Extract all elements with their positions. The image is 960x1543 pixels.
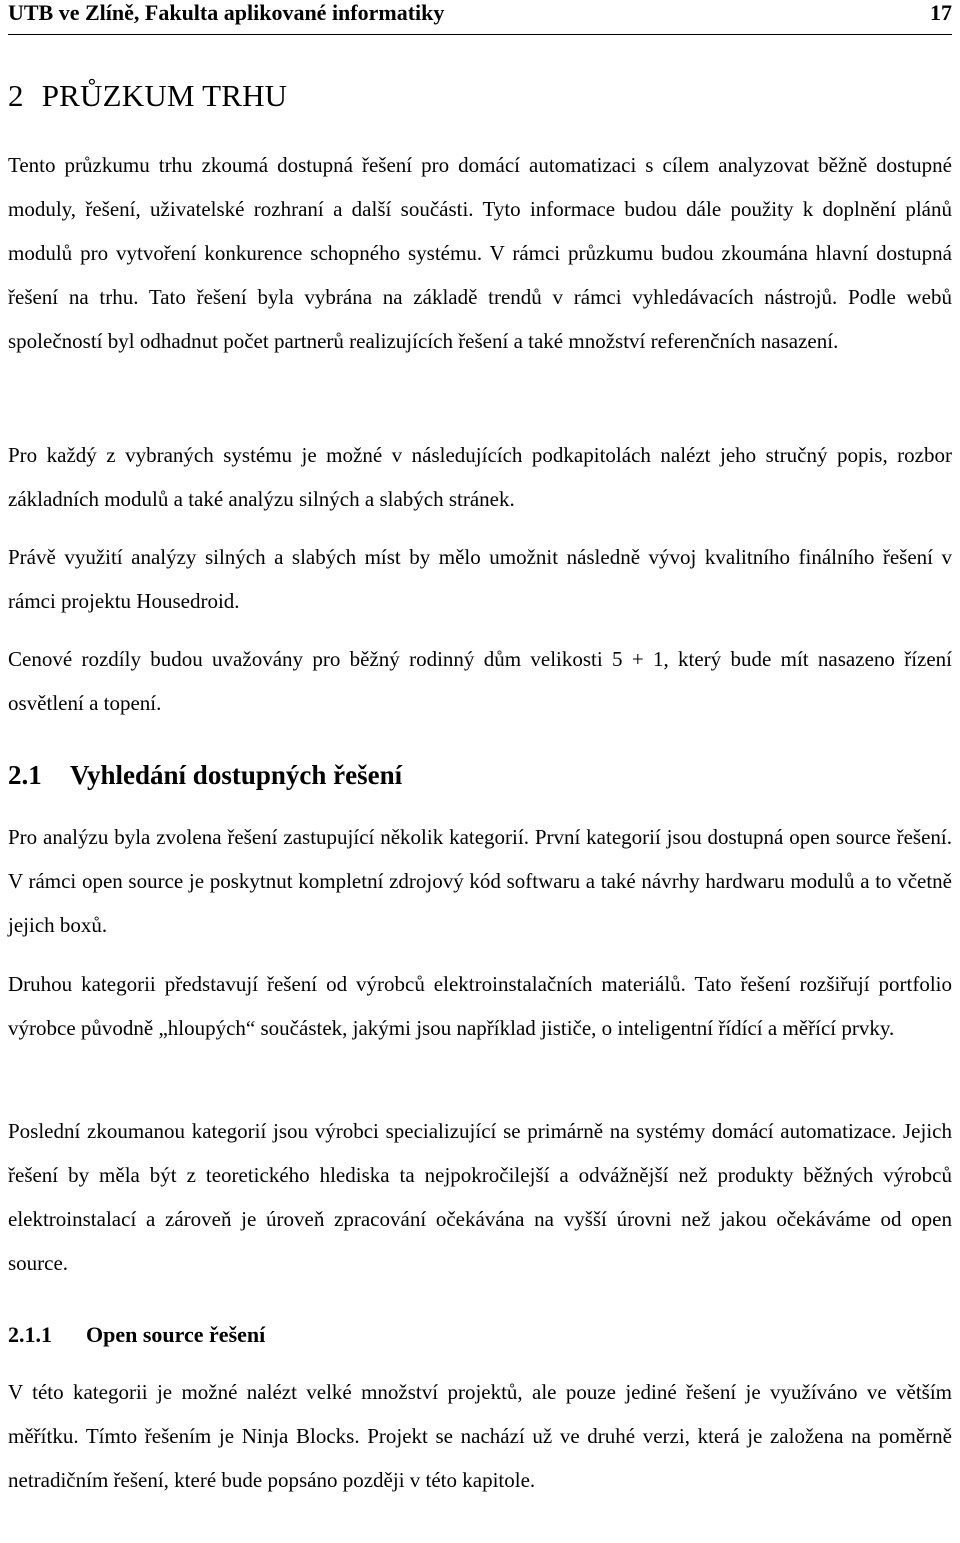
chapter-number: 2: [8, 78, 24, 113]
paragraph: Pro analýzu byla zvolena řešení zastupující několik kategorií. První kategorií jsou dostupná open source řešení. V rámci open source je poskytnut kompletní zdrojový kód softwaru a také návrhy hardwaru modulů a to včetně jejich boxů.: [8, 825, 952, 937]
paragraph: Právě využití analýzy silných a slabých míst by mělo umožnit následně vývoj kvalitního finálního řešení v rámci projektu Housedroid.: [8, 545, 952, 613]
paragraph: Poslední zkoumanou kategorií jsou výrobci specializující se primárně na systémy domácí automatizace. Jejich řešení by měla být z teoretického hlediska ta nejpokročilejší a odvážnější než produkty běžných výrobců elektroinstalací a zároveň je úroveň zpracování očekávána na vyšší úrovni než jakou očekáváme od open source.: [8, 1119, 952, 1275]
subsection-heading: [8, 1322, 265, 1348]
chapter-heading: [8, 78, 287, 114]
subsection-number: 2.1.1: [8, 1322, 52, 1347]
header-page-number: 17: [930, 0, 952, 25]
running-header: [8, 0, 952, 35]
subsection-title: Open source řešení: [86, 1322, 266, 1347]
paragraph: Cenové rozdíly budou uvažovány pro běžný rodinný dům velikosti 5 + 1, který bude mít nasazeno řízení osvětlení a topení.: [8, 647, 952, 715]
paragraph: V této kategorii je možné nalézt velké množství projektů, ale pouze jediné řešení je využíváno ve větším měřítku. Tímto řešením je Ninja Blocks. Projekt se nachází už ve druhé verzi, která je založena na poměrně netradičním řešení, které bude popsáno později v této kapitole.: [8, 1380, 952, 1492]
section-title: Vyhledání dostupných řešení: [70, 760, 403, 790]
section-heading: [8, 760, 402, 791]
header-title: UTB ve Zlíně, Fakulta aplikované informatiky: [8, 0, 445, 25]
paragraph: Tento průzkumu trhu zkoumá dostupná řešení pro domácí automatizaci s cílem analyzovat běžně dostupné moduly, řešení, uživatelské rozhraní a další součásti. Tyto informace budou dále použity k doplnění plánů modulů pro vytvoření konkurence schopného systému. V rámci průzkumu budou zkoumána hlavní dostupná řešení na trhu. Tato řešení byla vybrána na základě trendů v rámci vyhledávacích nástrojů. Podle webů společností byl odhadnut počet partnerů realizujících řešení a také množství referenčních nasazení.: [8, 153, 952, 353]
chapter-title: PRŮZKUM TRHU: [41, 78, 288, 113]
paragraph: Pro každý z vybraných systému je možné v následujících podkapitolách nalézt jeho stručný popis, rozbor základních modulů a také analýzu silných a slabých stránek.: [8, 443, 952, 511]
paragraph: Druhou kategorii představují řešení od výrobců elektroinstalačních materiálů. Tato řešení rozšiřují portfolio výrobce původně „hloupých“ součástek, jakými jsou například jističe, o inteligentní řídící a měřící prvky.: [8, 972, 952, 1040]
section-number: 2.1: [8, 760, 42, 790]
